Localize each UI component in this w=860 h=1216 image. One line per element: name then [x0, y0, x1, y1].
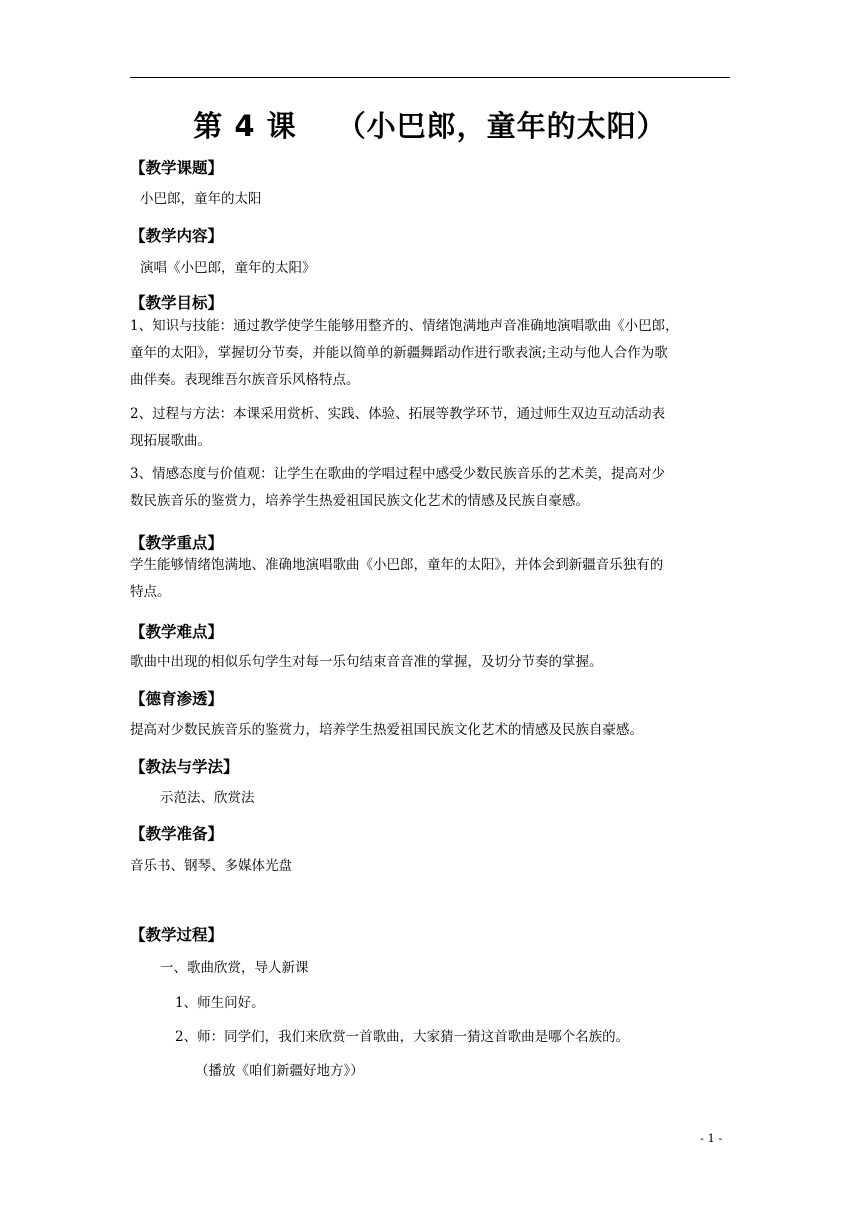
goal-3-line-2: 数民族音乐的鉴赏力，培养学生热爱祖国民族文化艺术的情感及民族自豪感。: [130, 493, 589, 509]
title-topic: （小巴郎，童年的太阳）: [336, 109, 667, 143]
header-rule: [130, 77, 730, 78]
goal-1-line-3: 曲伴奏。表现维吾尔族音乐风格特点。: [130, 372, 360, 388]
topic-text: 小巴郎，童年的太阳: [140, 191, 262, 207]
methods-text: 示范法、欣赏法: [160, 790, 255, 806]
section-heading-content: 【教学内容】: [130, 227, 224, 245]
goal-item-3: [130, 461, 732, 515]
process-step-1-2: 2、师：同学们，我们来欣赏一首歌曲，大家猜一猜这首歌曲是哪个名族的。: [175, 1029, 630, 1045]
title-lesson-number: 第 4 课: [193, 109, 297, 143]
page-number: - 1 -: [700, 1131, 723, 1145]
page-title: [0, 104, 860, 145]
section-heading-methods: 【教法与学法】: [130, 758, 239, 776]
section-heading-difficulties: 【教学难点】: [130, 623, 224, 641]
difficulties-text: 歌曲中出现的相似乐句学生对每一乐句结束音音准的掌握，及切分节奏的掌握。: [130, 654, 603, 670]
key-points-text: [130, 552, 732, 606]
process-step-1-note: （播放《咱们新疆好地方》）: [195, 1063, 364, 1079]
section-heading-topic: 【教学课题】: [130, 159, 224, 177]
section-heading-prep: 【教学准备】: [130, 825, 224, 843]
prep-text: 音乐书、钢琴、多媒体光盘: [130, 858, 292, 874]
goal-item-2: [130, 401, 732, 455]
goal-1-line-2: 童年的太阳》，掌握切分节奏，并能以简单的新疆舞蹈动作进行歌表演;主动与他人合作为歌: [130, 345, 668, 361]
goal-1-line-1: 1、知识与技能：通过教学使学生能够用整齐的、情绪饱满地声音准确地演唱歌曲《小巴郎，: [130, 318, 679, 334]
process-step-1: 一、歌曲欣赏，导人新课: [160, 960, 309, 976]
content-text: 演唱《小巴郎，童年的太阳》: [140, 260, 316, 276]
goal-3-line-1: 3、情感态度与价值观：让学生在歌曲的学唱过程中感受少数民族音乐的艺术美，提高对少: [130, 466, 666, 482]
moral-text: 提高对少数民族音乐的鉴赏力，培养学生热爱祖国民族文化艺术的情感及民族自豪感。: [130, 722, 643, 738]
goal-2-line-1: 2、过程与方法：本课采用赏析、实践、体验、拓展等教学环节，通过师生双边互动活动表: [130, 406, 666, 422]
goal-item-1: [130, 313, 732, 394]
section-heading-process: 【教学过程】: [130, 926, 224, 944]
section-heading-moral: 【德育渗透】: [130, 690, 224, 708]
goal-2-line-2: 现拓展歌曲。: [130, 433, 211, 449]
section-heading-key-points: 【教学重点】: [130, 534, 224, 552]
key-points-line-1: 学生能够情绪饱满地、准确地演唱歌曲《小巴郎，童年的太阳》，并体会到新疆音乐独有的: [130, 557, 664, 573]
key-points-line-2: 特点。: [130, 584, 171, 600]
section-heading-goals: 【教学目标】: [130, 294, 224, 312]
process-step-1-1: 1、师生问好。: [175, 995, 265, 1011]
